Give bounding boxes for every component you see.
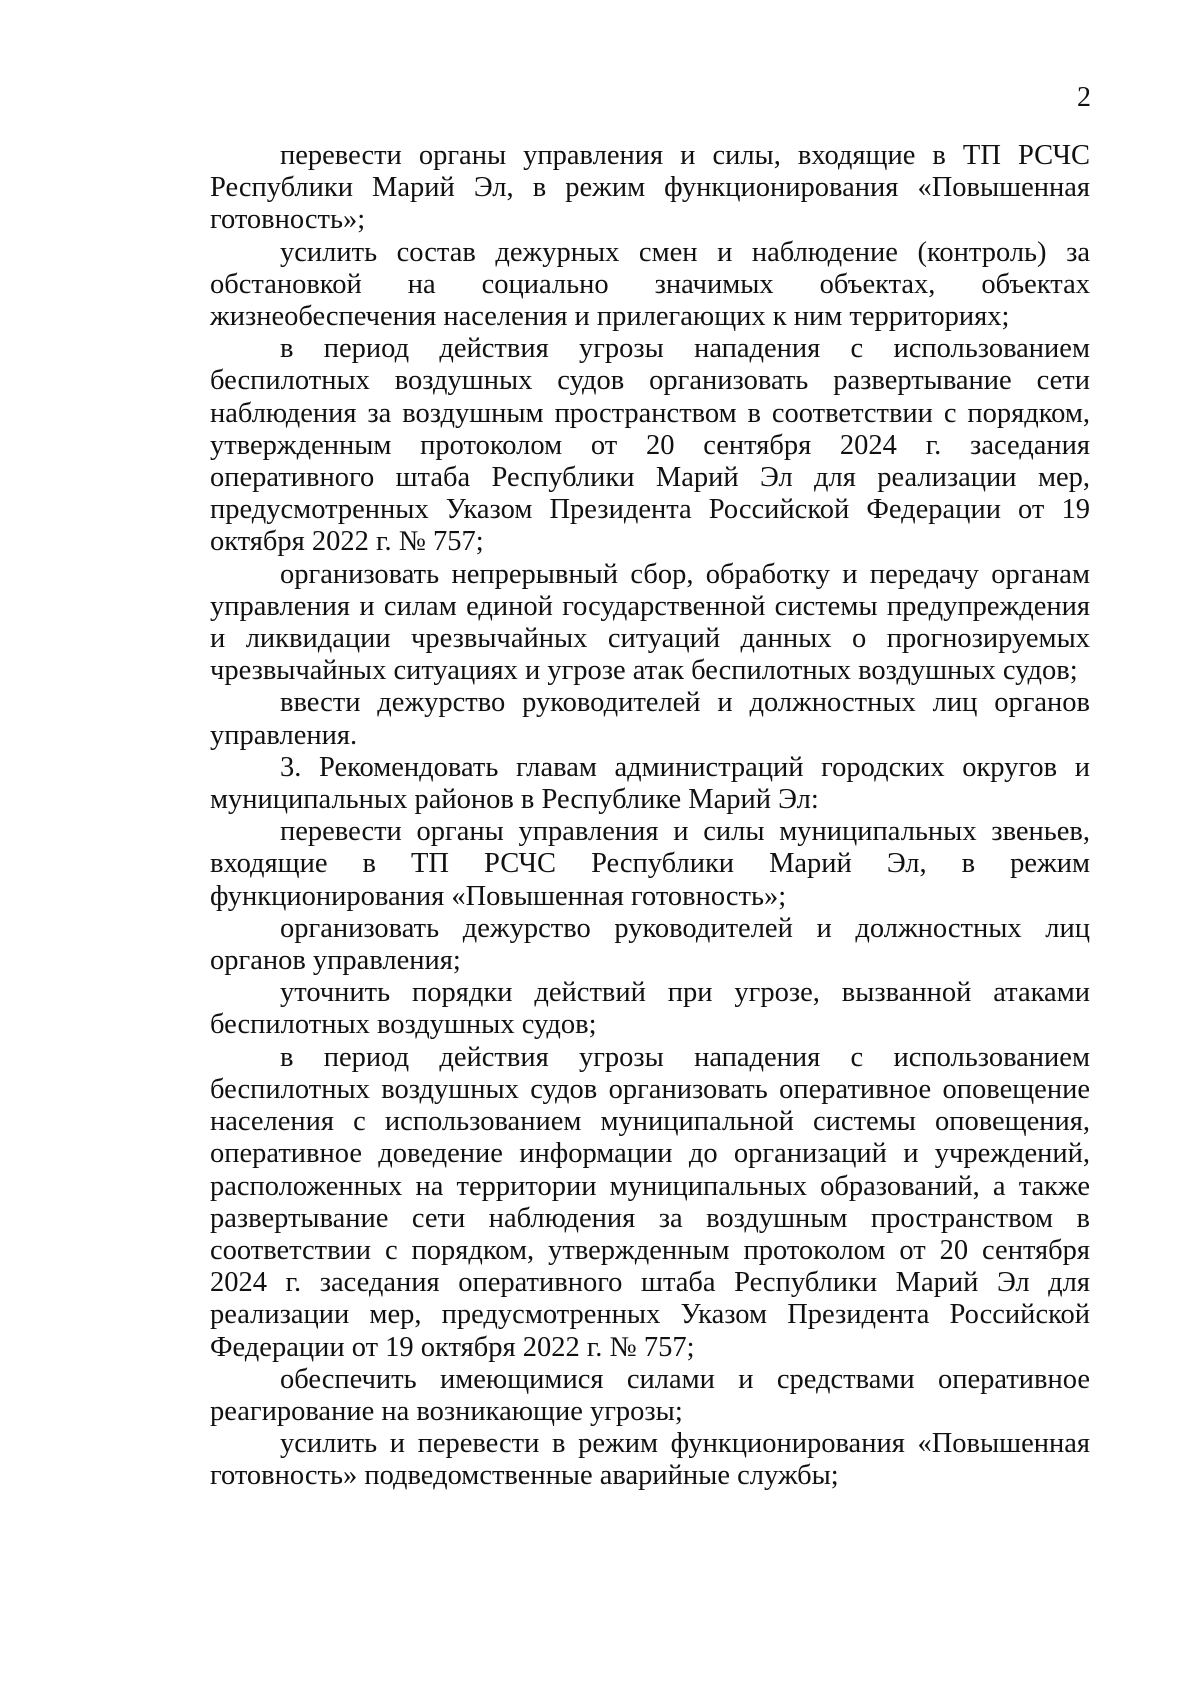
paragraph-10: в период действия угрозы нападения с использованием беспилотных воздушных судов организовать оперативное оповещение населения с использованием муниципальной системы оповещения, оперативное доведение информации до организаций и учреждений, расположенных на территории муниципальных образований, а также развертывание сети наблюдения за воздушным пространством в соответствии с порядком, утвержденным протоколом от 20 сентября 2024 г. заседания оперативного штаба Республики Марий Эл для реализации мер, предусмотренных Указом Президента Российской Федерации от 19 октября 2022 г. № 757;	[210, 1041, 1090, 1363]
paragraph-7: перевести органы управления и силы муниципальных звеньев, входящие в ТП РСЧС Республики Марий Эл, в режим функционирования «Повышенная готовность»;	[210, 816, 1090, 912]
paragraph-12: усилить и перевести в режим функционирования «Повышенная готовность» подведомственные аварийные службы;	[210, 1428, 1090, 1492]
paragraph-4: организовать непрерывный сбор, обработку и передачу органам управления и силам единой государственной системы предупреждения и ликвидации чрезвычайных ситуаций данных о прогнозируемых чрезвычайных ситуациях и угрозе атак беспилотных воздушных судов;	[210, 558, 1090, 687]
paragraph-8: организовать дежурство руководителей и должностных лиц органов управления;	[210, 912, 1090, 977]
paragraph-3: в период действия угрозы нападения с использованием беспилотных воздушных судов организовать развертывание сети наблюдения за воздушным пространством в соответствии с порядком, утвержденным протоколом от 20 сентября 2024 г. заседания оперативного штаба Республики Марий Эл для реализации мер, предусмотренных Указом Президента Российской Федерации от 19 октября 2022 г. № 757;	[210, 333, 1090, 558]
paragraph-2: усилить состав дежурных смен и наблюдение (контроль) за обстановкой на социально значимых объектах, объектах жизнеобеспечения населения и прилегающих к ним территориях;	[210, 236, 1090, 333]
page-number: 2	[1077, 82, 1091, 113]
paragraph-6: 3. Рекомендовать главам администраций городских округов и муниципальных районов в Республике Марий Эл:	[210, 751, 1090, 816]
paragraph-11: обеспечить имеющимися силами и средствами оперативное реагирование на возникающие угрозы;	[210, 1363, 1090, 1427]
document-body	[210, 140, 1090, 1493]
paragraph-9: уточнить порядки действий при угрозе, вызванной атаками беспилотных воздушных судов;	[210, 977, 1090, 1041]
paragraph-5: ввести дежурство руководителей и должностных лиц органов управления.	[210, 687, 1090, 751]
paragraph-1: перевести органы управления и силы, входящие в ТП РСЧС Республики Марий Эл, в режим функционирования «Повышенная готовность»;	[210, 140, 1090, 236]
